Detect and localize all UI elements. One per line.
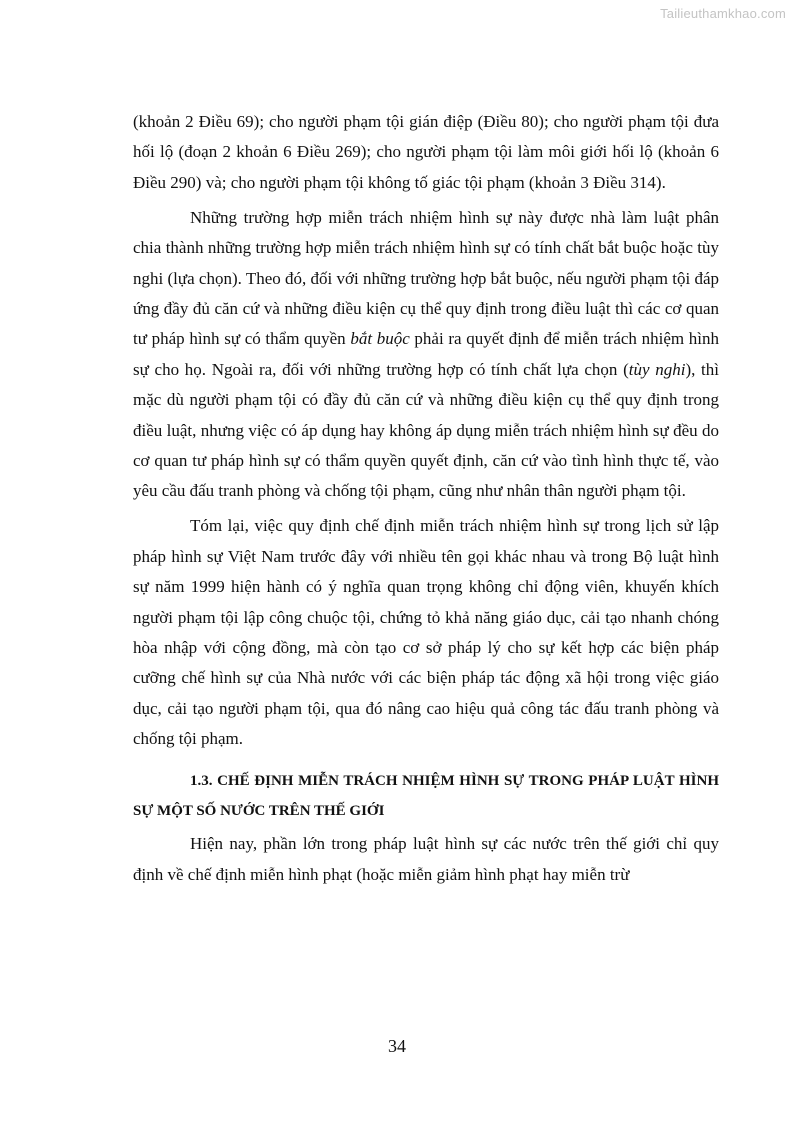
text-segment: Những trường hợp miễn trách nhiệm hình sự này được nhà làm luật phân chia thành những trường hợp miễn trách nhiệm hình sự có tính chất bắt buộc hoặc tùy nghi (lựa chọn). Theo đó, đối với những trường hợp bắt buộc, nếu người phạm tội đáp ứng đầy đủ căn cứ và những điều kiện cụ thể quy định trong điều luật thì các cơ quan tư pháp hình sự có thẩm quyền — [133, 207, 719, 349]
italic-text: bắt buộc — [350, 329, 410, 349]
text-segment: ), thì mặc dù người phạm tội có đầy đủ căn cứ và những điều kiện cụ thể quy định trong điều luật, nhưng việc có áp dụng hay không áp dụng miễn trách nhiệm hình sự đều do cơ quan tư pháp hình sự có thẩm quyền quyết định, căn cứ vào tình hình thực tế, vào yêu cầu đấu tranh phòng và chống tội phạm, cũng như nhân thân người phạm tội. — [133, 359, 719, 501]
section-heading: 1.3. CHẾ ĐỊNH MIỄN TRÁCH NHIỆM HÌNH SỰ TRONG PHÁP LUẬT HÌNH SỰ MỘT SỐ NƯỚC TRÊN THẾ GIỚI — [133, 772, 719, 819]
paragraph-continuation: (khoản 2 Điều 69); cho người phạm tội gián điệp (Điều 80); cho người phạm tội đưa hối lộ (đoạn 2 khoản 6 Điều 269); cho người phạm tội làm môi giới hối lộ (khoản 6 Điều 290) và; cho người phạm tội không tố giác tội phạm (khoản 3 Điều 314). — [133, 112, 719, 192]
watermark-text: Tailieuthamkhao.com — [660, 6, 786, 21]
page-number: 34 — [388, 1036, 406, 1056]
paragraph-summary: Tóm lại, việc quy định chế định miễn trách nhiệm hình sự trong lịch sử lập pháp hình sự Việt Nam trước đây với nhiều tên gọi khác nhau và trong Bộ luật hình sự năm 1999 hiện hành có ý nghĩa quan trọng không chỉ động viên, khuyến khích người phạm tội lập công chuộc tội, chứng tỏ khả năng giáo dục, cải tạo nhanh chóng hòa nhập với cộng đồng, mà còn tạo cơ sở pháp lý cho sự kết hợp các biện pháp cưỡng chế hình sự của Nhà nước với các biện pháp tác động xã hội trong việc giáo dục, cải tạo người phạm tội, qua đó nâng cao hiệu quả công tác đấu tranh phòng và chống tội phạm. — [133, 516, 719, 749]
document-body — [133, 107, 719, 890]
italic-text: tùy nghi — [628, 359, 686, 379]
paragraph-section-intro: Hiện nay, phần lớn trong pháp luật hình sự các nước trên thế giới chỉ quy định về chế định miễn hình phạt (hoặc miễn giảm hình phạt hay miễn trừ — [133, 834, 719, 884]
text-segment: phải ra quyết định để miễn trách nhiệm hình sự cho họ. Ngoài ra, đối với những trường hợp có tính chất lựa chọn ( — [133, 329, 719, 379]
paragraph-exemption-types — [133, 203, 719, 507]
